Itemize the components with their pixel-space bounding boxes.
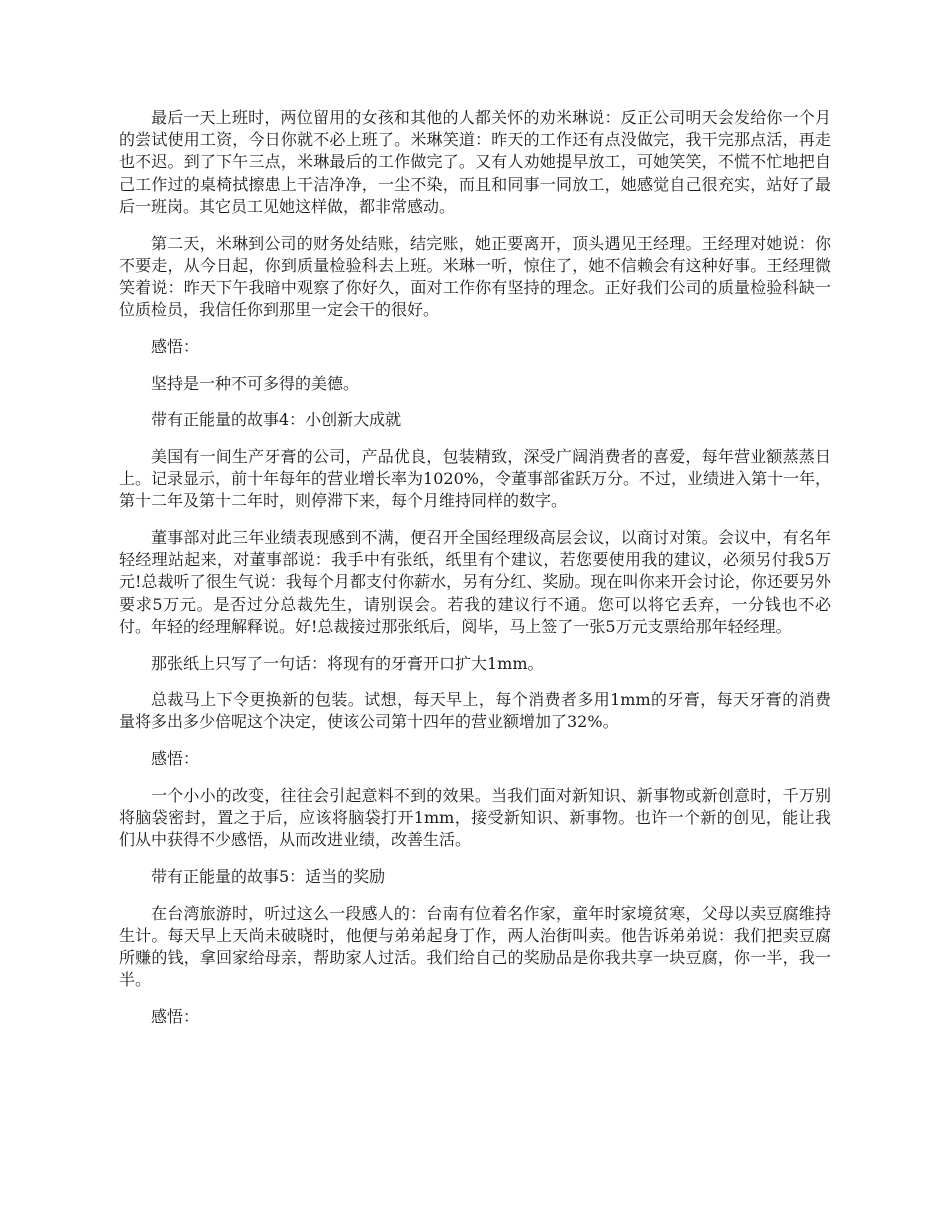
insight-text-2: 一个小小的改变，往往会引起意料不到的效果。当我们面对新知识、新事物或新创意时，千万别将脑袋密封，置之于后，应该将脑袋打开1mm，接受新知识、新事物。也许一个新的创见，能让我们从中获得不少感悟，从而改进业绩，改善生活。 [119, 785, 831, 850]
insight-text-1: 坚持是一种不可多得的美德。 [151, 373, 360, 393]
paragraph-second-day: 第二天，米琳到公司的财务处结账，结完账，她正要离开，顶头遇见王经理。王经理对她说：你不要走，从今日起，你到质量检验科去上班。米琳一听，惊住了，她不信赖会有这种好事。王经理微笑着说：昨天下午我暗中观察了你好久，面对工作你有坚持的理念。正好我们公司的质量检验科缺一位质检员，我信任你到那里一定会干的很好。 [119, 233, 831, 320]
paragraph-board-meeting: 董事部对此三年业绩表现感到不满，便召开全国经理级高层会议，以商讨对策。会议中，有名年轻经理站起来，对董事部说：我手中有张纸，纸里有个建议，若您要使用我的建议，必须另付我5万元!总裁听了很生气说：我每个月都支付你薪水，另有分红、奖励。现在叫你来开会讨论，你还要另外要求5万元。是否过分总裁先生，请别误会。若我的建议行不通。您可以将它丢弃，一分钱也不必付。年轻的经理解释说。好!总裁接过那张纸后，阅毕，马上签了一张5万元支票给那年轻经理。 [119, 528, 831, 636]
paragraph-toothpaste-company: 美国有一间生产牙膏的公司，产品优良，包装精致，深受广阔消费者的喜爱，每年营业额蒸蒸日上。记录显示，前十年每年的营业增长率为1020%，令董事部雀跃万分。不过，业绩进入第十一年，第十二年及第十二年时，则停滞下来，每个月维持同样的数字。 [119, 446, 831, 511]
insight-heading-1: 感悟： [151, 336, 200, 356]
paragraph-new-packaging: 总裁马上下令更换新的包装。试想，每天早上，每个消费者多用1mm的牙膏，每天牙膏的消费量将多出多少倍呢这个决定，使该公司第十四年的营业额增加了32%。 [119, 690, 831, 732]
paragraph-last-day: 最后一天上班时，两位留用的女孩和其他的人都关怀的劝米琳说：反正公司明天会发给你一个月的尝试使用工资，今日你就不必上班了。米琳笑道：昨天的工作还有点没做完，我干完那点活，再走也不迟。到了下午三点，米琳最后的工作做完了。又有人劝她提早放工，可她笑笑，不慌不忙地把自己工作过的桌椅拭擦患上干洁净净，一尘不染，而且和同事一同放工，她感觉自己很充实，站好了最后一班岗。其它员工见她这样做，都非常感动。 [119, 108, 831, 216]
document-body [119, 107, 831, 1043]
story-4-heading: 带有正能量的故事4：小创新大成就 [151, 410, 402, 430]
story-5-heading: 带有正能量的故事5：适当的奖励 [151, 866, 386, 886]
insight-heading-3: 感悟： [151, 1007, 200, 1026]
paragraph-paper-note: 那张纸上只写了一句话：将现有的牙膏开口扩大1mm。 [151, 653, 544, 673]
insight-heading-2: 感悟： [151, 749, 200, 769]
paragraph-tofu-story: 在台湾旅游时，听过这么一段感人的：台南有位着名作家，童年时家境贫寒，父母以卖豆腐维持生计。每天早上天尚未破晓时，他便与弟弟起身丁作，两人治街叫卖。他告诉弟弟说：我们把卖豆腐所赚的钱，拿回家给母亲，帮助家人过活。我们给自己的奖励品是你我共享一块豆腐，你一半，我一半。 [119, 903, 831, 990]
